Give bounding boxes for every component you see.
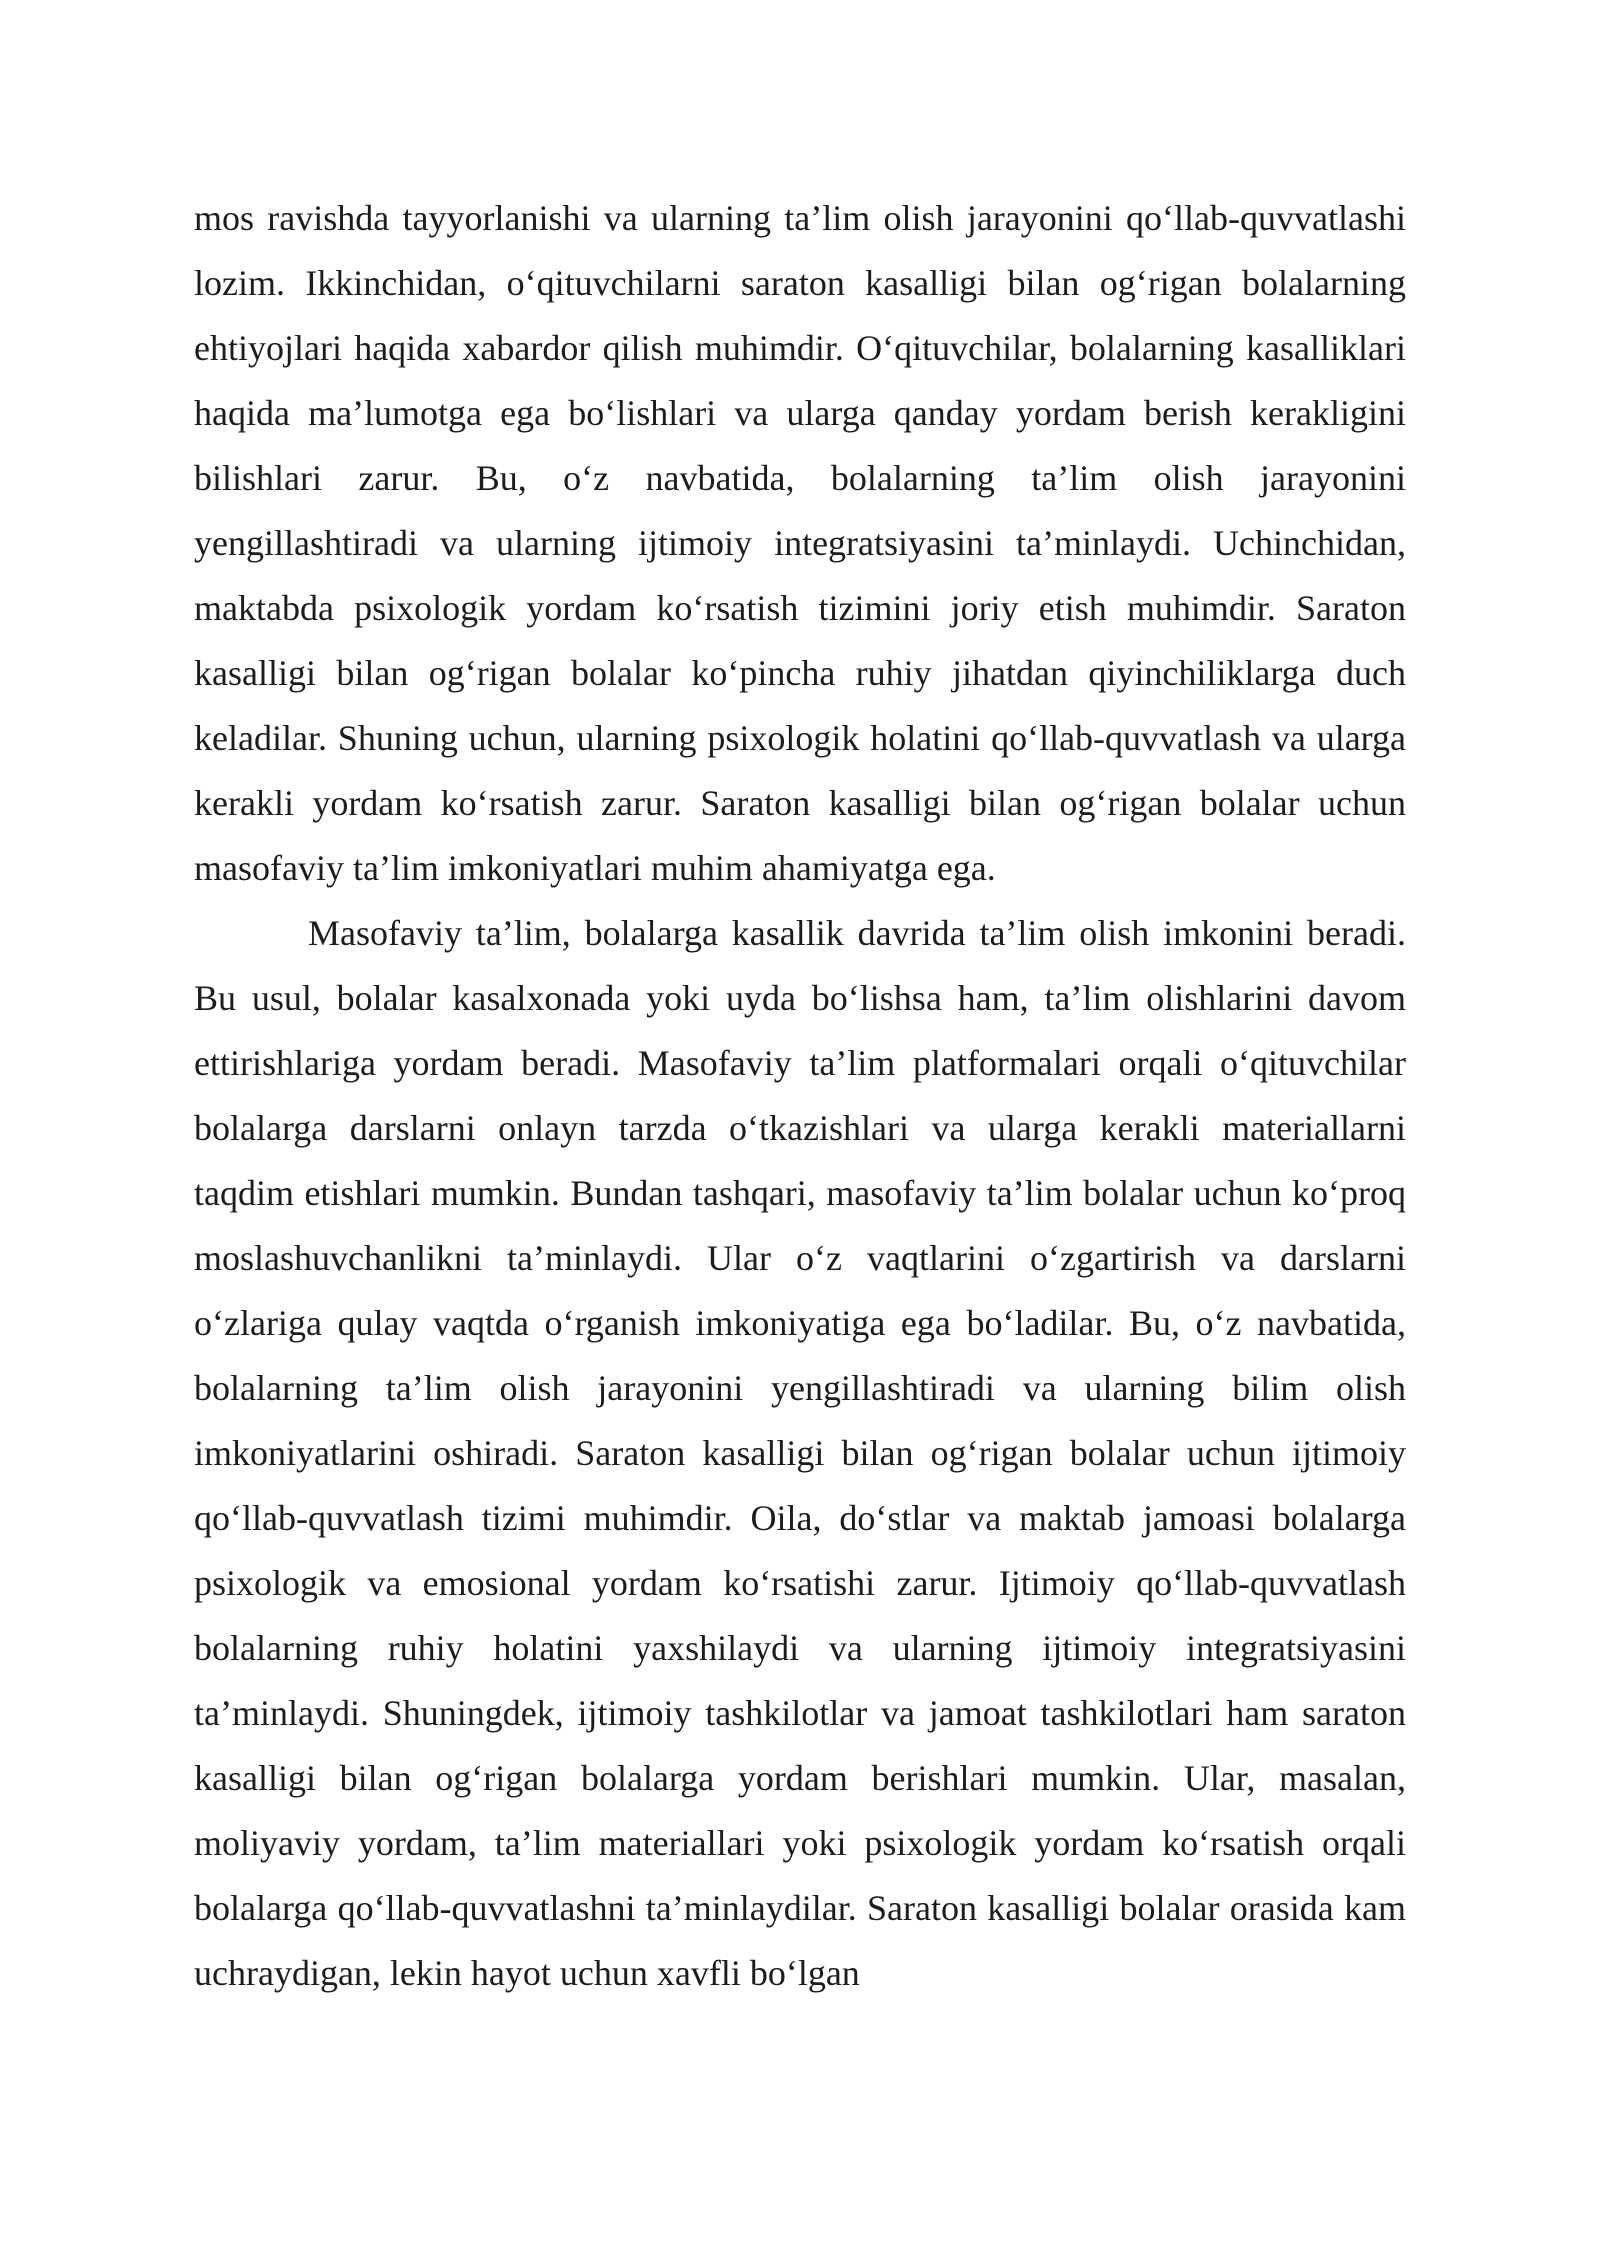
paragraph-2: Masofaviy ta’lim, bolalarga kasallik davrida ta’lim olish imkonini beradi. Bu usul, bolalar kasalxonada yoki uyda bo‘lishsa ham, ta’lim olishlarini davom ettirishlariga yordam beradi. Masofaviy ta’lim platformalari orqali o‘qituvchilar bolalarga darslarni onlayn tarzda o‘tkazishlari va ularga kerakli materiallarni taqdim etishlari mumkin. Bundan tashqari, masofaviy ta’lim bolalar uchun ko‘proq moslashuvchanlikni ta’minlaydi. Ular o‘z vaqtlarini o‘zgartirish va darslarni o‘zlariga qulay vaqtda o‘rganish imkoniyatiga ega bo‘ladilar. Bu, o‘z navbatida, bolalarning ta’lim olish jarayonini yengillashtiradi va ularning bilim olish imkoniyatlarini oshiradi. Saraton kasalligi bilan og‘rigan bolalar uchun ijtimoiy qo‘llab-quvvatlash tizimi muhimdir. Oila, do‘stlar va maktab jamoasi bolalarga psixologik va emosional yordam ko‘rsatishi zarur. Ijtimoiy qo‘llab-quvvatlash bolalarning ruhiy holatini yaxshilaydi va ularning ijtimoiy integratsiyasini ta’minlaydi. Shuningdek, ijtimoiy tashkilotlar va jamoat tashkilotlari ham saraton kasalligi bilan og‘rigan bolalarga yordam berishlari mumkin. Ular, masalan, moliyaviy yordam, ta’lim materiallari yoki psixologik yordam ko‘rsatish orqali bolalarga qo‘llab-quvvatlashni ta’minlaydilar. Saraton kasalligi bolalar orasida kam uchraydigan, lekin hayot uchun xavfli bo‘lgan <box>194 913 1406 1993</box>
paragraph-1: mos ravishda tayyorlanishi va ularning ta’lim olish jarayonini qo‘llab-quvvatlashi lozim. Ikkinchidan, o‘qituvchilarni saraton kasalligi bilan og‘rigan bolalarning ehtiyojlari haqida xabardor qilish muhimdir. O‘qituvchilar, bolalarning kasalliklari haqida ma’lumotga ega bo‘lishlari va ularga qanday yordam berish kerakligini bilishlari zarur. Bu, o‘z navbatida, bolalarning ta’lim olish jarayonini yengillashtiradi va ularning ijtimoiy integratsiyasini ta’minlaydi. Uchinchidan, maktabda psixologik yordam ko‘rsatish tizimini joriy etish muhimdir. Saraton kasalligi bilan og‘rigan bolalar ko‘pincha ruhiy jihatdan qiyinchiliklarga duch keladilar. Shuning uchun, ularning psixologik holatini qo‘llab-quvvatlash va ularga kerakli yordam ko‘rsatish zarur. Saraton kasalligi bilan og‘rigan bolalar uchun masofaviy ta’lim imkoniyatlari muhim ahamiyatga ega. <box>194 198 1406 888</box>
body-text <box>194 186 1406 2006</box>
